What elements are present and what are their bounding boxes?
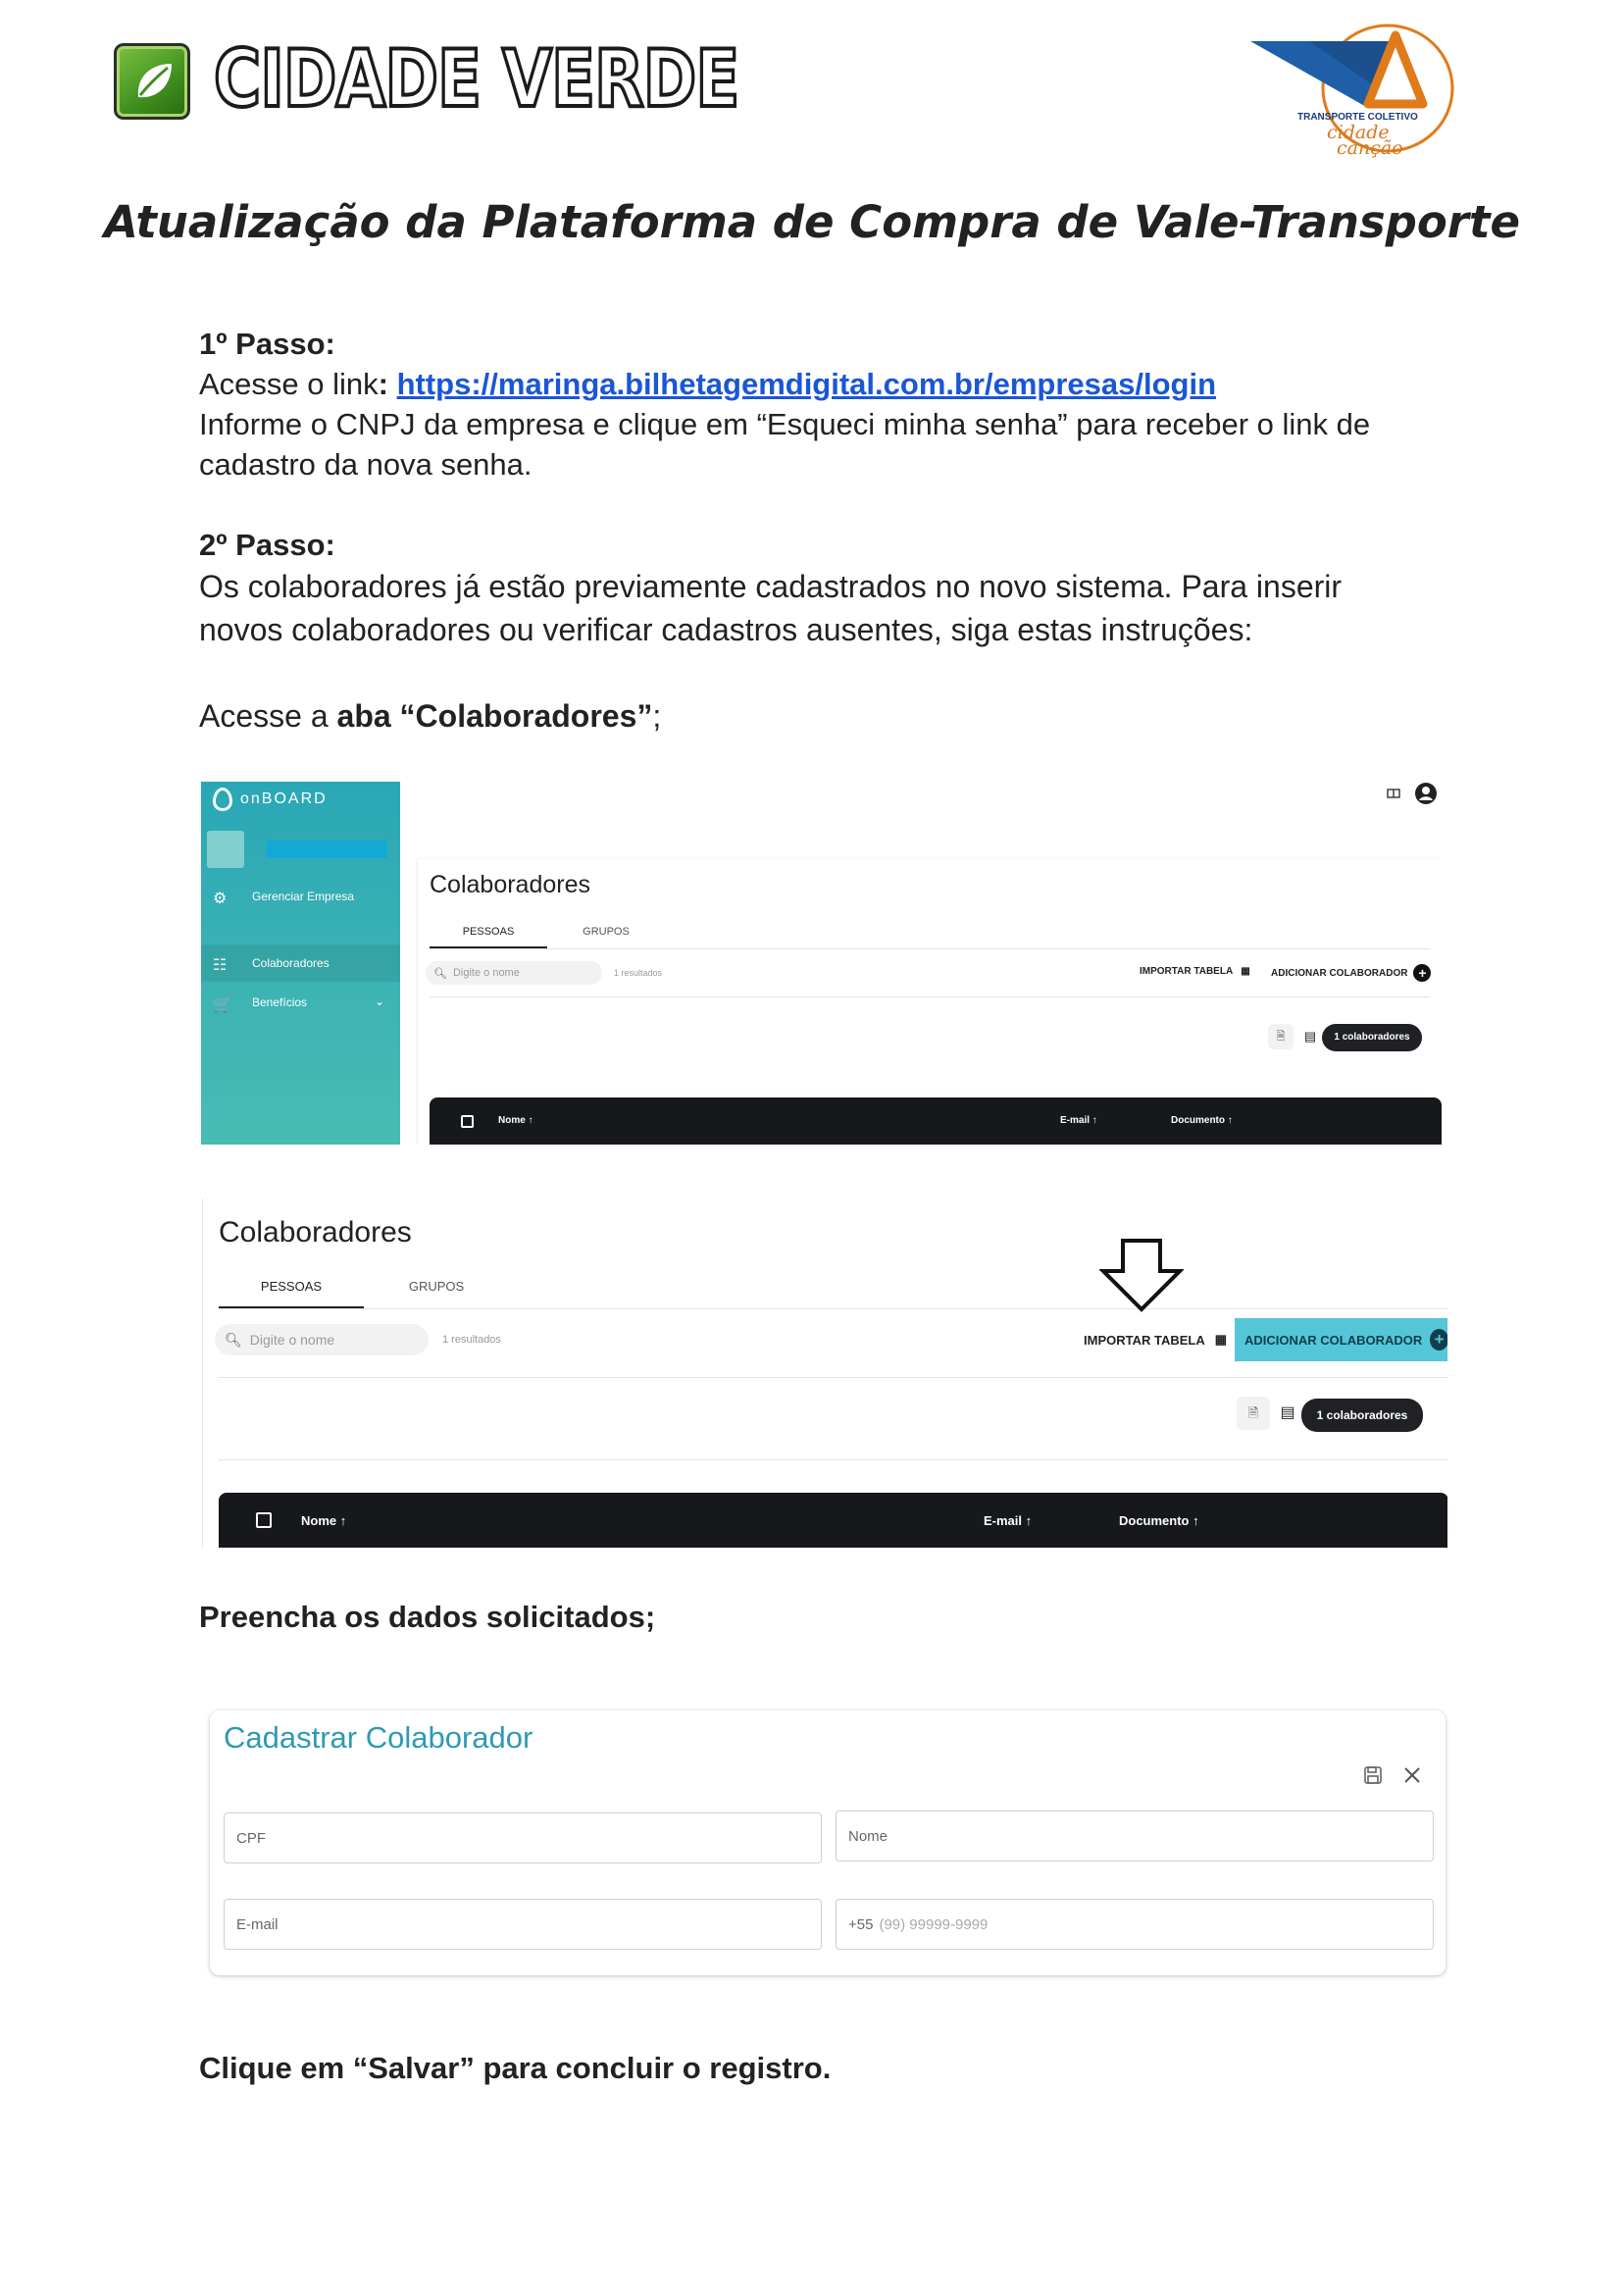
people-icon: ☷: [213, 957, 228, 974]
step1-access-line: Acesse o link: https://maringa.bilhetagemdigital.com.br/empresas/login: [199, 367, 1217, 401]
add-circle-icon: +: [1430, 1329, 1447, 1351]
tab-grupos[interactable]: GRUPOS: [583, 926, 630, 938]
page-title: Colaboradores: [430, 871, 590, 898]
email-field[interactable]: E-mail: [224, 1899, 822, 1950]
search-icon: 🔍︎: [225, 1331, 242, 1348]
count-pill: 1 colaboradores: [1322, 1024, 1422, 1051]
onboard-logo-icon: [213, 788, 232, 811]
divider: [430, 948, 1430, 949]
step1-line3: cadastro da nova senha.: [199, 447, 533, 482]
phone-placeholder: (99) 99999-9999: [879, 1915, 989, 1933]
export-file-icon[interactable]: 🗎: [1237, 1397, 1270, 1430]
fill-instruction: Preencha os dados solicitados;: [199, 1600, 656, 1634]
leaf-icon: [128, 58, 178, 107]
sidebar-item-manage[interactable]: ⚙ Gerenciar Empresa: [213, 890, 355, 907]
partner-name-line2: canção: [1337, 137, 1403, 159]
divider: [219, 1459, 1447, 1460]
table-icon: ▦: [1241, 966, 1250, 977]
search-input[interactable]: 🔍︎ Digite o nome: [426, 961, 602, 985]
name-field[interactable]: Nome: [836, 1810, 1434, 1861]
divider: [430, 996, 1430, 997]
table-header: [430, 1097, 1442, 1145]
table-header: [219, 1493, 1447, 1548]
cart-icon: 🛒: [213, 996, 232, 1013]
step1-heading: 1º Passo:: [199, 327, 335, 361]
step2-access-line: Acesse a aba “Colaboradores”;: [199, 698, 662, 734]
form-actions: [1363, 1765, 1422, 1785]
column-name[interactable]: Nome ↑: [498, 1115, 533, 1126]
results-count: 1 resultados: [614, 968, 663, 978]
add-collaborator-button[interactable]: ADICIONAR COLABORADOR +: [1271, 964, 1431, 982]
step2-line1: Os colaboradores já estão previamente cadastrados no novo sistema. Para inserir: [199, 569, 1343, 604]
phone-field[interactable]: [836, 1899, 1434, 1950]
cidade-cancao-logo: [1250, 20, 1456, 157]
column-name[interactable]: Nome ↑: [301, 1513, 347, 1528]
save-icon[interactable]: [1363, 1765, 1383, 1785]
sidebar-item-benefits[interactable]: 🛒 Benefícios ⌄: [213, 994, 384, 1013]
import-table-button[interactable]: IMPORTAR TABELA ▦: [1084, 1332, 1228, 1348]
brand-title: CIDADE VERDE: [214, 33, 739, 125]
column-document[interactable]: Documento ↑: [1119, 1513, 1199, 1528]
divider: [219, 1308, 1447, 1309]
select-all-checkbox[interactable]: [256, 1512, 272, 1528]
select-all-checkbox[interactable]: [461, 1115, 474, 1128]
count-pill: 1 colaboradores: [1301, 1399, 1423, 1432]
cpf-field[interactable]: CPF: [224, 1812, 822, 1863]
document-title: Atualização da Plataforma de Compra de Vale-Transporte: [103, 196, 1521, 248]
page-title: Colaboradores: [219, 1216, 412, 1249]
form-title: Cadastrar Colaborador: [224, 1720, 533, 1755]
step1-line2: Informe o CNPJ da empresa e clique em “Esqueci minha senha” para receber o link de: [199, 407, 1371, 441]
cidade-verde-logo: [114, 43, 190, 120]
divider: [219, 1377, 1447, 1378]
account-icon[interactable]: [1414, 782, 1438, 805]
close-icon[interactable]: [1402, 1765, 1422, 1785]
phone-country-code: +55: [848, 1915, 874, 1933]
app-screenshot-zoom: [202, 1198, 1447, 1548]
table-icon: ▦: [1214, 1332, 1228, 1347]
partner-tagline: TRANSPORTE COLETIVO: [1297, 112, 1418, 123]
column-email[interactable]: E-mail ↑: [984, 1513, 1033, 1528]
search-icon: 🔍︎: [433, 967, 447, 980]
book-icon[interactable]: [1387, 788, 1400, 799]
add-circle-icon: +: [1413, 964, 1431, 982]
add-collaborator-button[interactable]: ADICIONAR COLABORADOR +: [1235, 1318, 1447, 1361]
app-screenshot-full: [201, 782, 1442, 1145]
step2-line2: novos colaboradores ou verificar cadastros ausentes, siga estas instruções:: [199, 612, 1253, 647]
tab-pessoas[interactable]: PESSOAS: [260, 1279, 323, 1294]
tab-pessoas[interactable]: PESSOAS: [462, 926, 515, 938]
export-file-icon[interactable]: 🗎: [1268, 1024, 1294, 1049]
tab-grupos[interactable]: GRUPOS: [408, 1279, 465, 1294]
collaborators-panel: [418, 859, 1442, 1145]
down-arrow-icon: [1099, 1238, 1184, 1312]
save-instruction: Clique em “Salvar” para concluir o registro.: [199, 2051, 832, 2085]
partner-name-line1: cidade: [1327, 122, 1390, 143]
sidebar-item-collaborators[interactable]: ☷ Colaboradores: [201, 944, 400, 982]
search-input[interactable]: 🔍︎ Digite o nome: [215, 1324, 429, 1355]
chevron-down-icon: ⌄: [374, 994, 384, 1008]
register-collaborator-form: [210, 1710, 1446, 1975]
pdf-icon[interactable]: ▤: [1303, 1029, 1317, 1044]
app-brand: onBOARD: [213, 788, 328, 811]
import-table-button[interactable]: IMPORTAR TABELA ▦: [1140, 966, 1250, 977]
company-name-bar: [266, 841, 387, 858]
pdf-icon[interactable]: ▤: [1280, 1404, 1295, 1421]
column-document[interactable]: Documento ↑: [1171, 1115, 1233, 1126]
column-email[interactable]: E-mail ↑: [1060, 1115, 1097, 1126]
company-avatar: [207, 831, 244, 868]
results-count: 1 resultados: [442, 1334, 501, 1346]
sidebar: [201, 782, 400, 1145]
step2-heading: 2º Passo:: [199, 528, 335, 562]
login-link[interactable]: https://maringa.bilhetagemdigital.com.br/empresas/login: [396, 367, 1217, 401]
top-right-icons: [1387, 782, 1438, 805]
gear-icon: ⚙: [213, 891, 228, 907]
